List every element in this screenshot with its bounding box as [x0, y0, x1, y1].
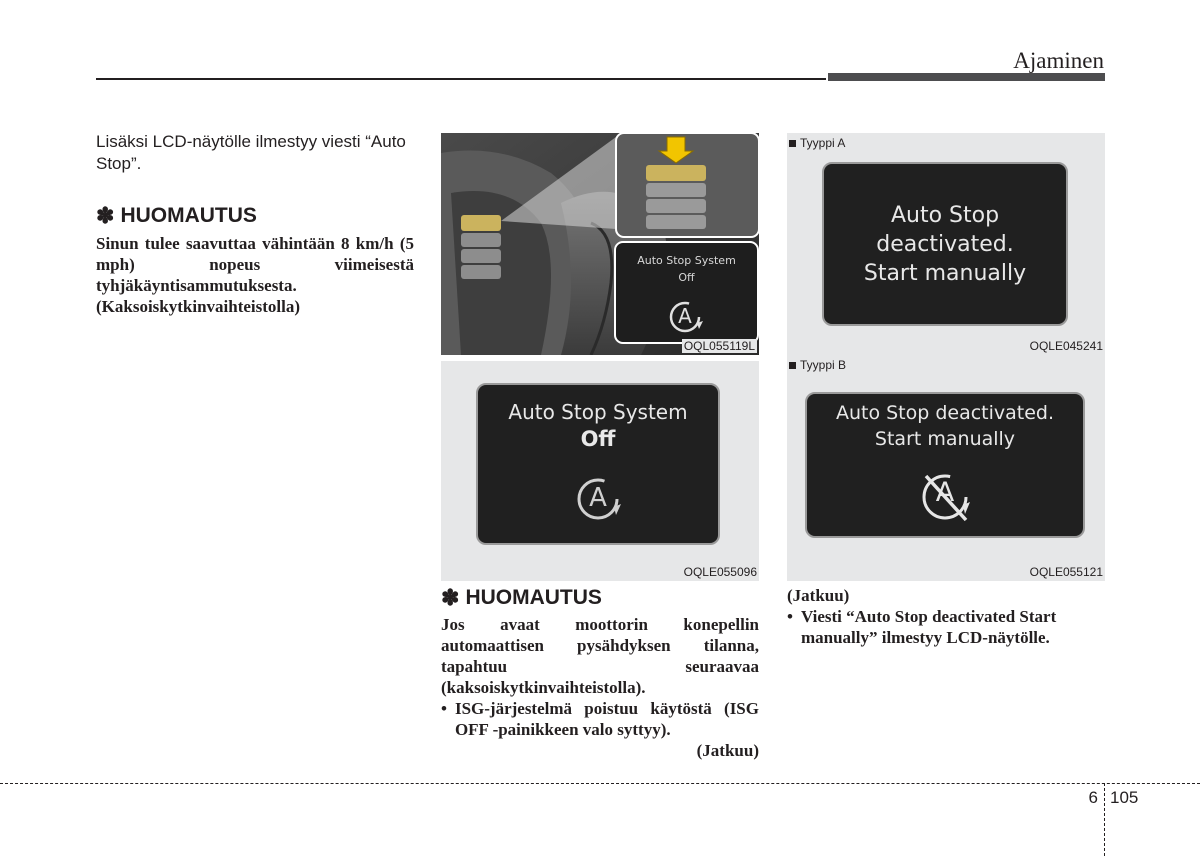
intro-paragraph: Lisäksi LCD-näytölle ilmestyy viesti “Auto Stop”. [96, 132, 406, 173]
lcd-line1: Auto Stop System [508, 400, 688, 424]
figure-type-a [787, 133, 1105, 355]
auto-stop-icon [574, 475, 622, 523]
auto-stop-disabled-icon [918, 470, 972, 524]
square-bullet-icon [789, 362, 796, 369]
type-a-label-text: Tyyppi A [800, 136, 846, 150]
note-body: Sinun tulee saavuttaa vähintään 8 km/h (5 mph) nopeus viimeisestä tyhjäkäyntisammutuksesta. (Kaksoiskytkinvaihteistolla) [96, 234, 414, 316]
figure-type-b [787, 355, 1105, 581]
lcd-screen-type-a [822, 162, 1068, 326]
header-rule-accent [828, 73, 1105, 81]
note-body: Jos avaat moottorin konepellin automaattisen pysähdyksen tilanna, tapahtuu seuraavaa (kaksoiskytkinvaihteistolla). [441, 615, 759, 697]
lcd-line2: Off [580, 427, 616, 451]
type-b-label [789, 358, 846, 372]
bullet-item [787, 606, 1105, 648]
auto-stop-icon-letter: A [589, 483, 607, 513]
figure-code: OQLE055121 [1029, 565, 1103, 579]
bullet-mark: • [787, 607, 793, 626]
bullet-text: ISG-järjestelmä poistuu käytöstä (ISG OFF -painikkeen valo syttyy). [454, 699, 759, 739]
note-star-icon: ✽ [96, 203, 115, 228]
note-title: HUOMAUTUS [465, 586, 602, 609]
console-illustration [441, 133, 759, 355]
type-b-line1: Auto Stop deactivated. [835, 402, 1055, 424]
note-title: HUOMAUTUS [120, 204, 257, 227]
type-a-line3: Start manually [863, 261, 1027, 286]
section-title: Ajaminen [1013, 48, 1104, 73]
lcd-screen-type-b [805, 392, 1085, 538]
bullet-mark: • [441, 699, 447, 718]
continues-label: (Jatkuu) [696, 741, 759, 760]
inset-lcd [617, 252, 756, 286]
note-star-icon: ✽ [441, 585, 460, 610]
type-b-label-text: Tyyppi B [800, 358, 847, 372]
page-number: 105 [1110, 788, 1139, 807]
figure-code: OQLE055096 [683, 565, 757, 579]
footer-divider [1104, 783, 1105, 856]
continued-label: (Jatkuu) [787, 586, 850, 605]
auto-stop-icon-letter: A [935, 477, 955, 508]
figure-code: OQL055119L [683, 339, 755, 353]
note-heading [441, 585, 602, 611]
header-rule [96, 78, 826, 80]
square-bullet-icon [789, 140, 796, 147]
figure-lcd-system-off [441, 361, 759, 581]
footer-rule [0, 783, 1200, 784]
figure-console-photo [441, 133, 759, 355]
figure-code: OQLE045241 [1029, 339, 1103, 353]
note-heading [96, 203, 257, 229]
type-a-label [789, 136, 845, 150]
inset-lcd-line1: Auto Stop System [637, 254, 736, 267]
bullet-text: Viesti “Auto Stop deactivated Start manually” ilmestyy LCD-näytölle. [800, 607, 1057, 647]
type-a-line2: deactivated. [876, 232, 1014, 257]
type-b-line2: Start manually [874, 428, 1016, 450]
auto-stop-icon [667, 299, 703, 335]
type-a-line1: Auto Stop [890, 203, 1000, 228]
auto-stop-icon-letter: A [678, 304, 692, 328]
inset-lcd-line2: Off [678, 271, 695, 284]
bullet-item [441, 698, 759, 740]
lcd-screen [476, 383, 720, 545]
chapter-number: 6 [1088, 788, 1098, 807]
